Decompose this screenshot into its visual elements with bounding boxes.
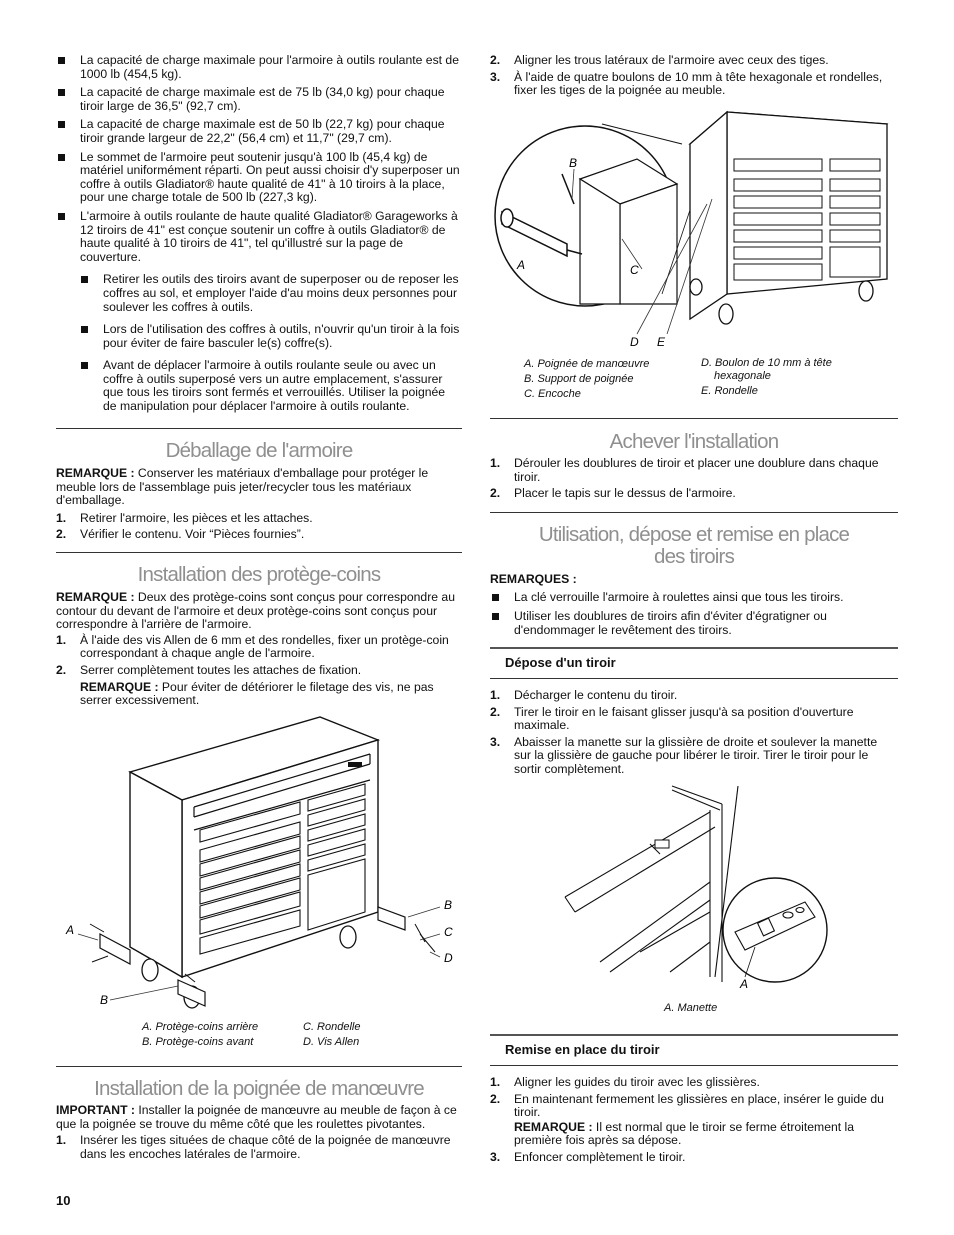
remove-step: 1. Décharger le contenu du tiroir. <box>490 688 678 702</box>
handle-step: 3. À l'aide de quatre boulons de 10 mm à tête hexagonale et rondelles, fixer les tiges de la poignée au meuble. <box>490 69 883 98</box>
unpack-note: REMARQUE : Conserver les matériaux d'emballage pour protéger le meuble lors de l'assemblage puis jeter/recycler tous les matériaux d'emballage. <box>56 466 429 508</box>
remove-caption: A. Manette <box>664 1002 718 1014</box>
fig-label: B <box>569 156 578 170</box>
drawers-note: Utiliser les doublures de tiroirs afin d'éviter d'égratigner ou d'endommager le revêtement des tiroirs. <box>490 610 898 637</box>
safety-sub-bullet: Retirer les outils des tiroirs avant de superposer ou de reposer les coffres au sol, et employer l'aide d'au moins deux personnes pour soulever les coffres à outils. <box>56 273 462 314</box>
subsection-underline <box>490 1065 898 1066</box>
handle-step: 2. Aligner les trous latéraux de l'armoire avec ceux des tiges. <box>490 53 829 67</box>
capacity-bullet: L'armoire à outils roulante de haute qualité Gladiator® Garageworks à 12 tiroirs de 41" est conçue soutenir un coffre à outils Gladiator® de haute qualité à 10 tiroirs de 41", tel qu'illustré sur la page de couverture. <box>56 210 462 264</box>
unpack-section <box>56 440 462 545</box>
fig-label: A <box>66 923 75 937</box>
corner-guard-figure <box>60 712 460 1012</box>
section-divider <box>490 512 898 513</box>
finish-step: 2. Placer le tapis sur le dessus de l'armoire. <box>490 486 736 501</box>
handle-caption-left: A. Poignée de manœuvre B. Support de poignée C. Encoche <box>524 358 650 400</box>
section-divider <box>56 428 462 429</box>
corners-step-note: REMARQUE : Pour éviter de détériorer le filetage des vis, ne pas serrer excessivement. <box>80 679 434 708</box>
fig-label: C <box>444 925 453 939</box>
capacity-bullet: La capacité de charge maximale pour l'armoire à outils roulante est de 1000 lb (454,5 kg). <box>56 54 462 81</box>
finish-title: Achever l'installation <box>609 430 779 453</box>
corners-title: Installation des protège-coins <box>137 563 381 586</box>
handle-step: 1. Insérer les tiges situées de chaque côté de la poignée de manœuvre dans les encoches latérales de l'armoire. <box>56 1133 451 1161</box>
section-divider <box>56 552 462 553</box>
unpack-step: 1. Retirer l'armoire, les pièces et les attaches. <box>56 510 313 525</box>
corners-caption-left: A. Protège-coins arrière B. Protège-coins avant <box>142 1021 259 1048</box>
fig-label: B <box>100 993 109 1007</box>
drawer-slide-figure <box>560 782 830 994</box>
finish-step: 1. Dérouler les doublures de tiroir et placer une doublure dans chaque tiroir. <box>490 456 879 484</box>
fig-label: A <box>740 977 749 991</box>
replace-step: 2. En maintenant fermement les glissières en place, insérer le guide du tiroir. REMARQUE : Il est normal que le tiroir se ferme étroitement la première fois après sa dépose. <box>490 1093 896 1148</box>
handle-title: Installation de la poignée de manœuvre <box>94 1077 424 1100</box>
corners-caption-right: C. Rondelle D. Vis Allen <box>303 1021 361 1048</box>
remove-step: 2. Tirer le tiroir en le faisant glisser jusqu'à sa position d'ouverture maximale. <box>490 704 854 733</box>
corners-section <box>56 564 462 711</box>
fig-label: D <box>630 335 639 349</box>
remove-step: 3. Abaisser la manette sur la glissière de droite et soulever la manette sur la glissière de gauche pour libérer le tiroir. Tirer le tiroir pour le sortir complètement. <box>490 734 878 776</box>
drawers-note: La clé verrouille l'armoire à roulettes ainsi que tous les tiroirs. <box>490 591 898 605</box>
corners-step: 1. À l'aide des vis Allen de 6 mm et des rondelles, fixer un protège-coin correspondant à chaque angle de l'armoire. <box>56 632 449 661</box>
replace-step: 1. Aligner les guides du tiroir avec les glissières. <box>490 1075 760 1089</box>
corners-step: 2. Serrer complètement toutes les attaches de fixation. REMARQUE : Pour éviter de détériorer le filetage des vis, ne pas serrer excessivement. <box>56 664 462 708</box>
handle-steps-continued <box>490 54 896 101</box>
subsection-underline <box>490 678 898 679</box>
remove-steps <box>490 689 896 780</box>
handle-important: IMPORTANT : Installer la poignée de manœuvre au meuble de façon à ce que la poignée se trouve du même côté que les roulettes pivotantes. <box>56 1103 457 1131</box>
capacity-bullet: Le sommet de l'armoire peut soutenir jusqu'à 100 lb (45,4 kg) de matériel uniformément réparti. On peut aussi choisir d'y superposer un coffre à outils Gladiator® haute qualité de 41" à 10 tiroirs à la place, pour une charge totale de 500 lb (227,3 kg). <box>56 151 462 205</box>
drawers-notes-label: REMARQUES : <box>490 572 577 586</box>
handle-section <box>56 1078 462 1164</box>
finish-section <box>490 431 898 504</box>
fig-label: C <box>630 263 639 277</box>
unpack-title: Déballage de l'armoire <box>165 439 353 462</box>
capacity-bullet: La capacité de charge maximale est de 50 lb (22,7 kg) pour chaque tiroir grande largeur de 22,2" (56,4 cm) et 11,7" (29,7 cm). <box>56 118 462 145</box>
safety-sub-bullet: Lors de l'utilisation des coffres à outils, n'ouvrir qu'un tiroir à la fois pour éviter de faire basculer le(s) coffre(s). <box>56 323 462 350</box>
fig-label: E <box>657 335 666 349</box>
subsection-divider <box>490 647 898 649</box>
replace-steps <box>490 1076 896 1168</box>
drawers-title: Utilisation, dépose et remise en place des tiroirs <box>538 523 850 568</box>
drawers-section <box>490 524 898 642</box>
section-divider <box>490 418 898 419</box>
fig-label: D <box>444 951 453 965</box>
handle-caption-right: D. Boulon de 10 mm à tête hexagonale E. Rondelle <box>701 357 832 397</box>
fig-label: A <box>517 258 526 272</box>
corners-note: REMARQUE : Deux des protège-coins sont conçus pour correspondre au contour du devant de l'armoire et deux protège-coins sont conçus pour correspondre à l'arrière de l'armoire. <box>56 590 455 632</box>
safety-sub-bullet: Avant de déplacer l'armoire à outils roulante seule ou avec un coffre à outils superposé vers un autre emplacement, s'assurer que tous les tiroirs sont fermés et verrouillés. Utiliser la poignée de manipulation pour déplacer l'armoire à outils roulante. <box>56 359 462 413</box>
page-number: 10 <box>56 1193 71 1208</box>
section-divider <box>56 1066 462 1067</box>
unpack-step: 2. Vérifier le contenu. Voir “Pièces fournies”. <box>56 527 305 542</box>
replace-title: Remise en place du tiroir <box>505 1042 660 1057</box>
capacity-bullet: La capacité de charge maximale est de 75 lb (34,0 kg) pour chaque tiroir large de 36,5" (92,7 cm). <box>56 86 462 113</box>
subsection-divider <box>490 1034 898 1036</box>
remove-title: Dépose d'un tiroir <box>505 655 616 670</box>
replace-step: 3. Enfoncer complètement le tiroir. <box>490 1149 686 1164</box>
replace-step-note: REMARQUE : Il est normal que le tiroir se ferme étroitement la première fois après sa dépose. <box>514 1119 855 1148</box>
handle-figure <box>492 104 896 354</box>
left-column <box>56 54 462 423</box>
fig-label: B <box>444 898 453 912</box>
